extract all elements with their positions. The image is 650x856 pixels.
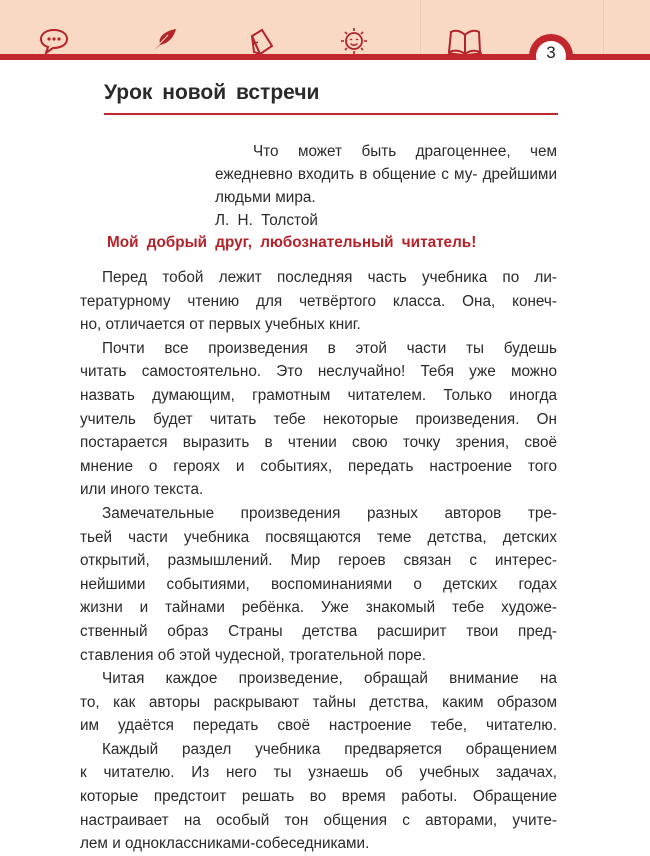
- body-line: или иного текста.: [80, 481, 204, 499]
- body-line: которые предстоит решать во время работы. Обращение: [80, 788, 557, 806]
- body-line: тературному чтению для четвёртого класса. Она, конеч-: [80, 292, 557, 310]
- body-line: Замечательные произведения разных авторов тре-: [102, 504, 557, 522]
- body-line: к читателю. Из него ты узнаешь об учебных задачах,: [80, 764, 557, 782]
- speech-bubble-icon: [38, 26, 70, 56]
- body-line: Перед тобой лежит последняя часть учебника по ли-: [102, 269, 557, 286]
- feather-quill-icon: [146, 26, 178, 56]
- body-line: ственный образ Страны детства расширит твои пред-: [80, 622, 557, 640]
- body-line: ставления об этой чудесной, трогательной поре.: [80, 646, 427, 664]
- page-number: 3: [546, 43, 556, 62]
- body-line: лем и одноклассниками-собеседниками.: [80, 835, 370, 853]
- epigraph-author: Л. Н. Толстой: [215, 212, 318, 229]
- header-divider: [603, 0, 604, 55]
- epigraph-line: дрейшими людьми мира.: [215, 166, 557, 206]
- body-line: тьей части учебника посвящаются теме детства, детских: [80, 528, 557, 546]
- body-line: мнение о героях и событиях, передать настроение того: [80, 457, 557, 475]
- epigraph-line: Что может быть драгоценнее, чем: [253, 143, 557, 160]
- body-line: им удаётся передать своё настроение тебе, читателю.: [80, 717, 557, 735]
- body-line: то, как авторы раскрывают тайны детства, каким образом: [80, 693, 557, 711]
- body-line: постарается выразить в чтении свою точку зрения, своё: [80, 434, 557, 452]
- page-tab-cover: [529, 60, 573, 90]
- open-book-icon: [446, 26, 484, 56]
- body-line: нейшими событиями, воспоминаниями о детских годах: [80, 575, 557, 593]
- body-line: Каждый раздел учебника предваряется обращением: [102, 740, 557, 758]
- book-spine-icon: [246, 26, 278, 56]
- epigraph: [215, 140, 557, 232]
- title-rule: [104, 113, 558, 115]
- lesson-title: Урок новой встречи: [104, 81, 320, 104]
- smiling-sun-icon: [338, 26, 370, 56]
- body-line: читать самостоятельно. Это неслучайно! Тебя уже можно: [80, 363, 557, 381]
- body-line: учитель будет читать тебе некоторые произведения. Он: [80, 410, 557, 428]
- header-divider: [420, 0, 421, 55]
- body-line: но, отличается от первых учебных книг.: [80, 316, 361, 334]
- body-line: открытий, размышлений. Мир героев связан с интерес-: [80, 552, 557, 570]
- body-line: настраивает на особый тон общения с авторами, учите-: [80, 811, 557, 829]
- body-line: Читая каждое произведение, обращай внимание на: [102, 670, 557, 688]
- body-line: назвать думающим, грамотным читателем. Только иногда: [80, 386, 557, 404]
- epigraph-text: [215, 140, 557, 209]
- body-text: [80, 266, 557, 856]
- body-line: жизни и тайнами ребёнка. Уже знакомый тебе художе-: [80, 599, 557, 617]
- epigraph-line: ежедневно входить в общение с му-: [215, 166, 478, 183]
- body-line: Почти все произведения в этой части ты будешь: [102, 339, 557, 357]
- greeting-subtitle: Мой добрый друг, любознательный читатель!: [107, 234, 477, 251]
